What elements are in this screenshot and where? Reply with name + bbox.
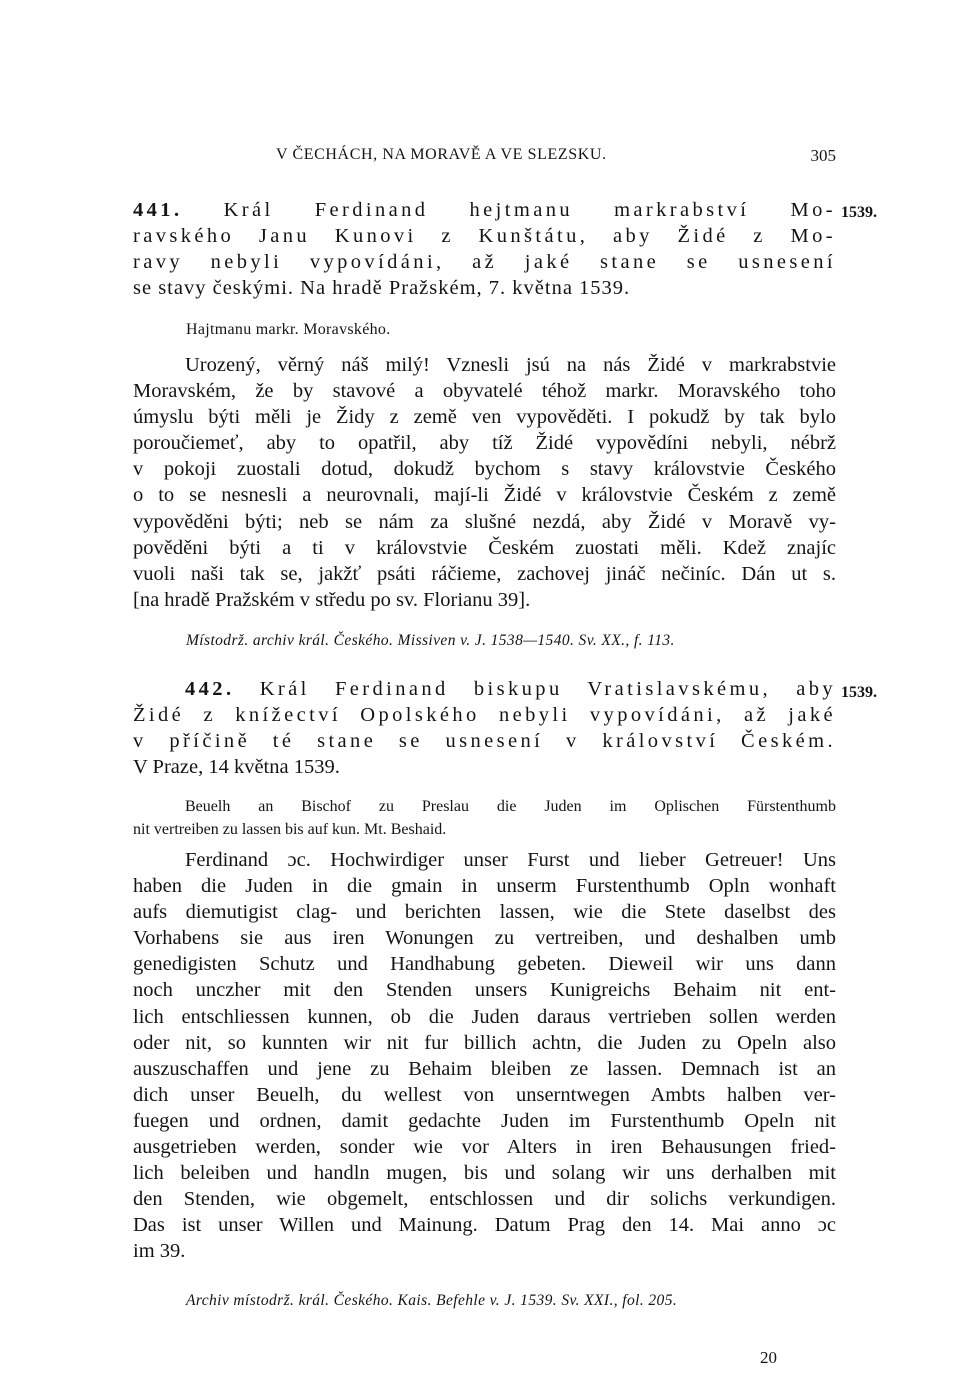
- entry-442-text-line-16: im 39.: [133, 1240, 186, 1263]
- entry-442-text-line-8: oder nit, so kunnten wir nit fur billich achtn, die Juden zu Opeln also: [133, 1031, 836, 1054]
- entry-441-text-line-2: Moravském, že by stavové a obyvatelé téhož markr. Moravského toho: [133, 380, 836, 403]
- entry-442-text-line-6: noch unczher mit den Stenden unsers Kunigreichs Behaim nit ent-: [133, 979, 836, 1002]
- entry-442-address-line-1: Beuelh an Bischof zu Preslau die Juden im Oplischen Fürstenthumb: [185, 798, 836, 815]
- entry-441-text-line-4: poroučiemeť, aby to opatřil, aby tíž Židé vypovědíni nebyli, nébrž: [133, 432, 836, 455]
- entry-441-heading-line-2: ravského Janu Kunovi z Kunštátu, aby Židé z Mo-: [133, 225, 836, 248]
- entry-442-heading: [133, 676, 836, 780]
- margin-year-442: 1539.: [841, 684, 877, 701]
- entry-441-number: 441.: [133, 199, 183, 221]
- entry-442-heading-line-3: v příčině té stane se usnesení v království Českém.: [133, 730, 836, 753]
- entry-442-text-line-7: lich entschliessen kunnen, ob die Juden daraus vertrieben sollen werden: [133, 1005, 836, 1028]
- entry-442-text-line-5: genedigisten Schutz und Handhabung gebeten. Dieweil wir uns dann: [133, 953, 836, 976]
- entry-442-text: [133, 847, 836, 1265]
- entry-441-text-line-9: vuoli naši tak se, jakžť psáti ráčieme, zachovej jináč nečiníc. Dán ut s.: [133, 562, 836, 585]
- entry-441-text-line-3: úmyslu býti měli je Židy z země ven vypověděti. I pokudž by tak bylo: [133, 406, 836, 429]
- entry-441-text-line-8: pověděni býti a ti v královstvie Českém zuostati měli. Kdež znajíc: [133, 536, 836, 559]
- entry-442-text-line-2: haben die Juden in die gmain in unserm Furstenthumb Opln wonhaft: [133, 875, 836, 898]
- entry-441-address: Hajtmanu markr. Moravského.: [186, 321, 391, 338]
- entry-441-heading-line-4: se stavy českými. Na hradě Pražském, 7. května 1539.: [133, 277, 631, 300]
- entry-441-text: [133, 352, 836, 613]
- entry-442-heading-line-4: V Praze, 14 května 1539.: [133, 756, 340, 779]
- entry-441-heading: [133, 197, 836, 301]
- entry-442-number: 442.: [185, 678, 235, 700]
- entry-442-text-line-10: dich unser Beuelh, du wellest von unserntwegen Ambts halben ver-: [133, 1083, 836, 1106]
- entry-441-text-line-1: Urozený, věrný náš milý! Vznesli jsú na nás Židé v markrabstvie: [185, 354, 836, 376]
- entry-442-heading-line-2: Židé z knížectví Opolského nebyli vypovídáni, až jaké: [133, 704, 836, 727]
- entry-442-text-line-12: ausgetrieben werden, sonder wie vor Alters in iren Behausungen fried-: [133, 1136, 836, 1159]
- entry-442-text-line-4: Vorhabens sie aus iren Wonungen zu vertreiben, und deshalben umb: [133, 927, 836, 950]
- entry-441-text-line-7: vypověděni býti; neb se nám za slušné nezdá, aby Židé v Moravě vy-: [133, 510, 836, 533]
- entry-442-text-line-14: den Stenden, wie obgemelt, entschlossen und dir solichs verkundigen.: [133, 1188, 836, 1211]
- entry-442-address-line-2: nit vertreiben zu lassen bis auf kun. Mt. Beshaid.: [133, 821, 447, 838]
- entry-442-address: [133, 795, 836, 841]
- page-number: 305: [810, 146, 836, 165]
- entry-441-source: Místodrž. archiv král. Českého. Missiven v. J. 1538—1540. Sv. XX., f. 113.: [186, 632, 675, 649]
- entry-442-text-line-3: aufs diemutigist clag- und berichten lassen, wie die Stete daselbst des: [133, 901, 836, 924]
- entry-442-text-line-9: auszuschaffen und jene zu Behaim bleiben ze lassen. Demnach ist an: [133, 1057, 836, 1080]
- entry-442-source: Archiv místodrž. král. Českého. Kais. Befehle v. J. 1539. Sv. XXI., fol. 205.: [186, 1292, 678, 1309]
- entry-441-heading-line-1: 441. Král Ferdinand hejtmanu markrabství Mo-: [133, 199, 836, 221]
- margin-year-441: 1539.: [841, 204, 877, 221]
- entry-441-heading-line-3: ravy nebyli vypovídáni, až jaké stane se usnesení: [133, 251, 836, 274]
- entry-441-text-line-10: [na hradě Pražském v středu po sv. Florianu 39].: [133, 588, 531, 611]
- entry-442-text-line-1: Ferdinand ɔc. Hochwirdiger unser Furst und lieber Getreuer! Uns: [185, 849, 836, 871]
- entry-442-text-line-13: lich beleiben und handln mugen, bis und solang wir uns derhalben mit: [133, 1162, 836, 1185]
- entry-441-text-line-6: o to se nesnesli a neurovnali, mají-li Židé v královstvie Českém z země: [133, 484, 836, 507]
- signature-mark: 20: [760, 1348, 777, 1367]
- entry-442-text-line-15: Das ist unser Willen und Mainung. Datum Prag den 14. Mai anno ɔc: [133, 1214, 836, 1237]
- entry-441-text-line-5: v pokoji zuostali dotud, dokudž bychom s stavy královstvie Českého: [133, 458, 836, 481]
- entry-442-text-line-11: fuegen und ordnen, damit gedachte Juden im Furstenthumb Opeln nit: [133, 1109, 836, 1132]
- running-head-title: V ČECHÁCH, NA MORAVĚ A VE SLEZSKU.: [276, 146, 607, 163]
- entry-442-heading-line-1: 442. Král Ferdinand biskupu Vratislavskému, aby: [185, 678, 836, 700]
